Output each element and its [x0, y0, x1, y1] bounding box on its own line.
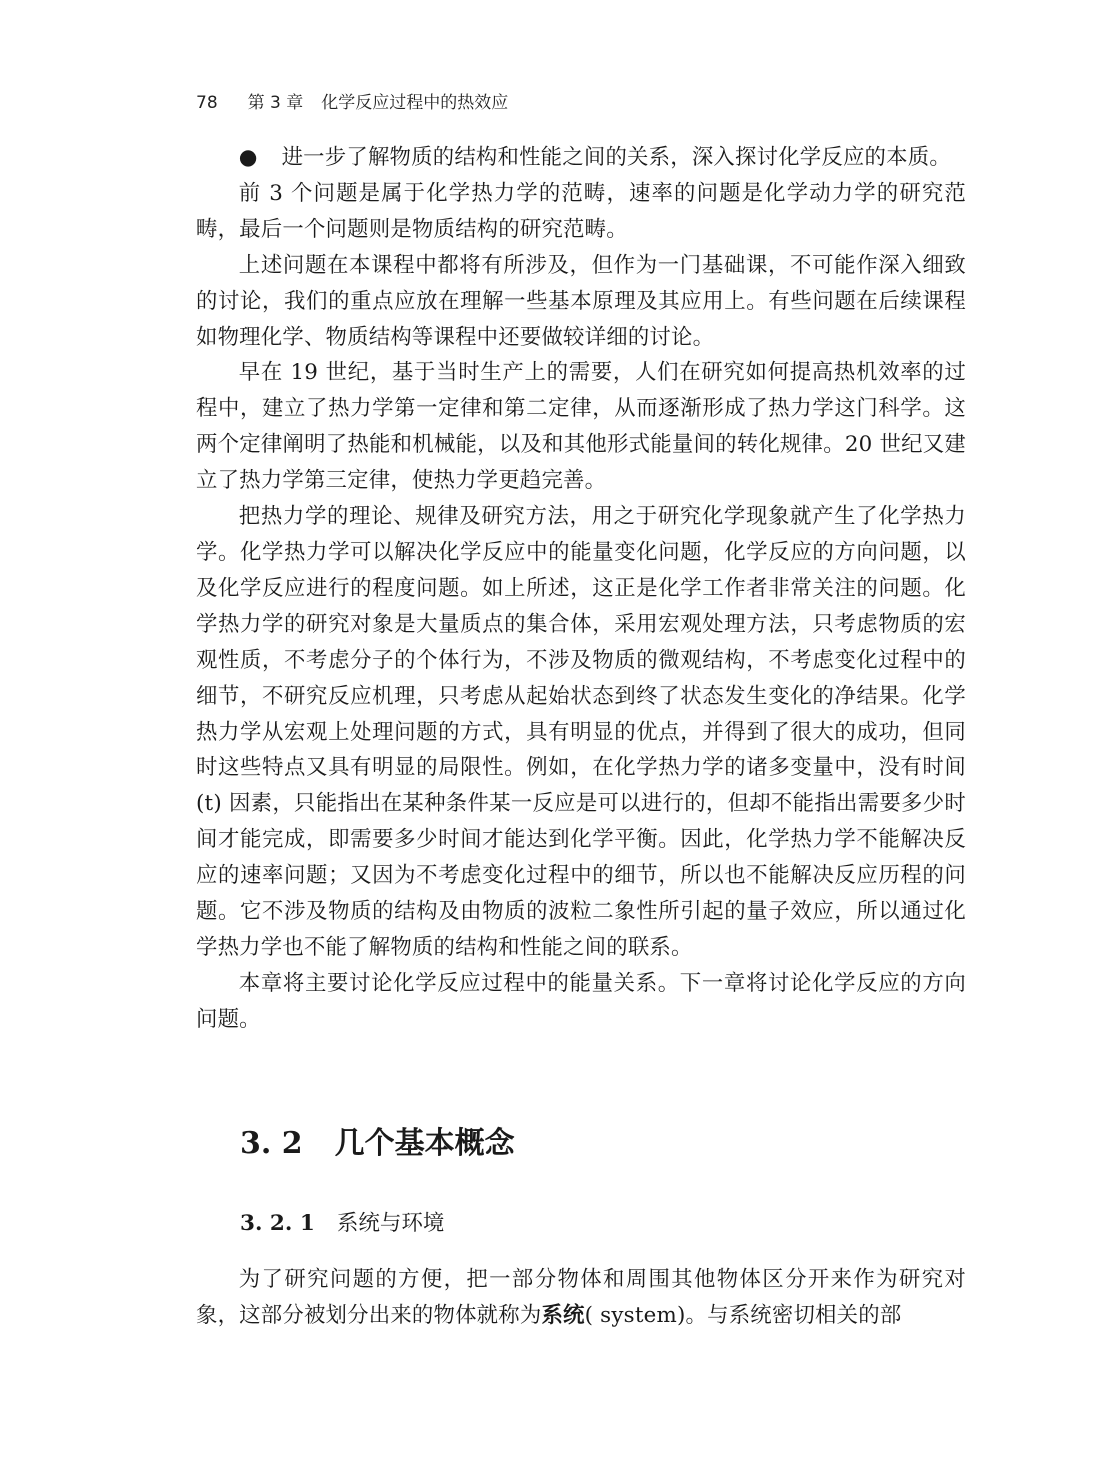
- bullet-dot-icon: ●: [238, 145, 258, 170]
- paragraph: 上述问题在本课程中都将有所涉及，但作为一门基础课，不可能作深入细致的讨论，我们的重点应放在理解一些基本原理及其应用上。有些问题在后续课程如物理化学、物质结构等课程中还要做较详细的讨论。: [196, 252, 966, 350]
- defined-term: 系统: [541, 1302, 585, 1328]
- chapter-title: 化学反应过程中的热效应: [321, 93, 509, 113]
- paragraph: 把热力学的理论、规律及研究方法，用之于研究化学现象就产生了化学热力学。化学热力学可以解决化学反应中的能量变化问题，化学反应的方向问题，以及化学反应进行的程度问题。如上所述，这正是化学工作者非常关注的问题。化学热力学的研究对象是大量质点的集合体，采用宏观处理方法，只考虑物质的宏观性质，不考虑分子的个体行为，不涉及物质的微观结构，不考虑变化过程中的细节，不研究反应机理，只考虑从起始状态到终了状态发生变化的净结果。化学热力学从宏观上处理问题的方式，具有明显的优点，并得到了很大的成功，但同时这些特点又具有明显的局限性。例如，在化学热力学的诸多变量中，没有时间(t) 因素，只能指出在某种条件某一反应是可以进行的，但却不能指出需要多少时间才能完成，即需要多少时间才能达到化学平衡。因此，化学热力学不能解决反应的速率问题；又因为不考虑变化过程中的细节，所以也不能解决反应历程的问题。它不涉及物质的结构及由物质的波粒二象性所引起的量子效应，所以通过化学热力学也不能了解物质的结构和性能之间的联系。: [196, 504, 966, 960]
- paragraph: 前 3 个问题是属于化学热力学的范畴，速率的问题是化学动力学的研究范畴，最后一个问题则是物质结构的研究范畴。: [196, 180, 966, 242]
- section-number: 3. 2: [240, 1126, 303, 1161]
- paragraph-text-after-term: ( system)。与系统密切相关的部: [584, 1302, 902, 1328]
- page-number: 78: [196, 93, 218, 113]
- body-text: [196, 140, 966, 1038]
- chapter-label: 第 3 章: [247, 93, 304, 113]
- paragraph: 早在 19 世纪，基于当时生产上的需要，人们在研究如何提高热机效率的过程中，建立了热力学第一定律和第二定律，从而逐渐形成了热力学这门科学。这两个定律阐明了热能和机械能，以及和其他形式能量间的转化规律。20 世纪又建立了热力学第三定律，使热力学更趋完善。: [196, 360, 966, 494]
- body-text-continued: [196, 1262, 966, 1334]
- bullet-text: 进一步了解物质的结构和性能之间的关系，深入探讨化学反应的本质。: [281, 145, 951, 170]
- section-heading: [240, 1118, 515, 1162]
- subsection-title: 系统与环境: [336, 1211, 445, 1236]
- paragraph-text-before-term: 为了研究问题的方便，把一部分物体和周围其他物体区分开来作为研究对象，这部分被划分出来的物体就称为: [196, 1267, 966, 1328]
- paragraph: [196, 1262, 966, 1334]
- bullet-item: [196, 140, 966, 176]
- subsection-heading: [240, 1206, 444, 1237]
- running-head: [196, 88, 508, 113]
- subsection-number: 3. 2. 1: [240, 1211, 315, 1236]
- section-title: 几个基本概念: [334, 1126, 515, 1161]
- paragraph: 本章将主要讨论化学反应过程中的能量关系。下一章将讨论化学反应的方向问题。: [196, 970, 966, 1032]
